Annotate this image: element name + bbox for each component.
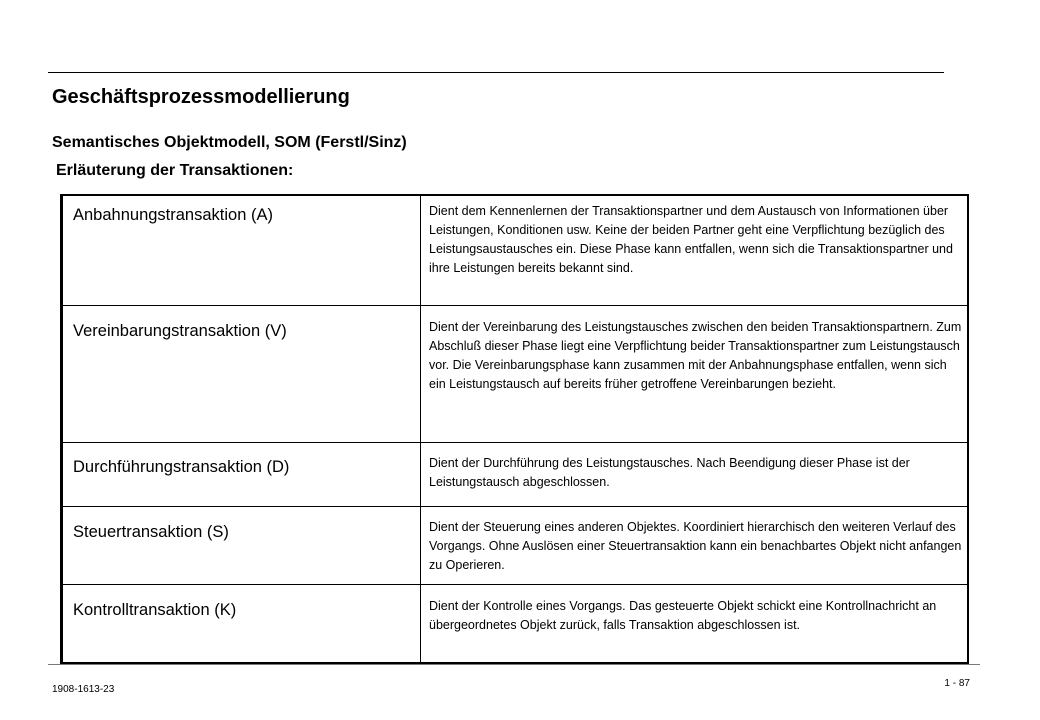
document-id: 1908-1613-23 [52,684,115,695]
transactions-table [60,194,969,664]
section-heading: Erläuterung der Transaktionen: [56,162,294,179]
page-title: Geschäftsprozessmodellierung [52,86,350,108]
row-term-steuer: Steuertransaktion (S) [73,523,229,541]
page-subtitle: Semantisches Objektmodell, SOM (Ferstl/Sinz) [52,134,407,151]
row-term-durchfuehrung: Durchführungstransaktion (D) [73,458,290,476]
row-divider [63,442,967,443]
row-description-vereinbarung: Dient der Vereinbarung des Leistungstausches zwischen den beiden Transaktionspartnern. Zum Abschluß dieser Phase liegt eine Verpflichtung beider Transaktionspartner zum Leistungstausch vor. Die Vereinbarungsphase kann zusammen mit der Anbahnungsphase entfallen, wenn sich ein Leistungstausch auf bereits früher getroffene Vereinbarungen bezieht. [429,320,962,391]
row-term-kontrolle: Kontrolltransaktion (K) [73,601,237,619]
row-divider [63,584,967,585]
row-description-kontrolle: Dient der Kontrolle eines Vorgangs. Das gesteuerte Objekt schickt eine Kontrollnachricht an übergeordnetes Objekt zurück, falls Transaktion abgeschlossen ist. [429,599,937,632]
row-term-vereinbarung: Vereinbarungstransaktion (V) [73,322,287,340]
top-rule [48,72,944,73]
bottom-rule [48,664,980,665]
row-divider [63,506,967,507]
page-number: 1 - 87 [944,678,970,689]
row-description-anbahnung: Dient dem Kennenlernen der Transaktionspartner und dem Austausch von Informationen über Leistungen, Konditionen usw. Keine der beiden Partner geht eine Verpflichtung bezüglich des Leistungsaustausches ein. Diese Phase kann entfallen, wenn sich die Transaktionspartner und ihre Leistungen bereits bekannt sind. [429,204,953,275]
row-description-durchfuehrung: Dient der Durchführung des Leistungstausches. Nach Beendigung dieser Phase ist der Leistungstausch abgeschlossen. [429,456,910,489]
row-description-steuer: Dient der Steuerung eines anderen Objektes. Koordiniert hierarchisch den weiteren Verlauf des Vorgangs. Ohne Auslösen einer Steuertransaktion kann ein benachbartes Objekt nicht anfangen zu Operieren. [429,520,962,572]
row-divider [63,305,967,306]
row-term-anbahnung: Anbahnungstransaktion (A) [73,206,273,224]
column-divider [420,196,421,662]
